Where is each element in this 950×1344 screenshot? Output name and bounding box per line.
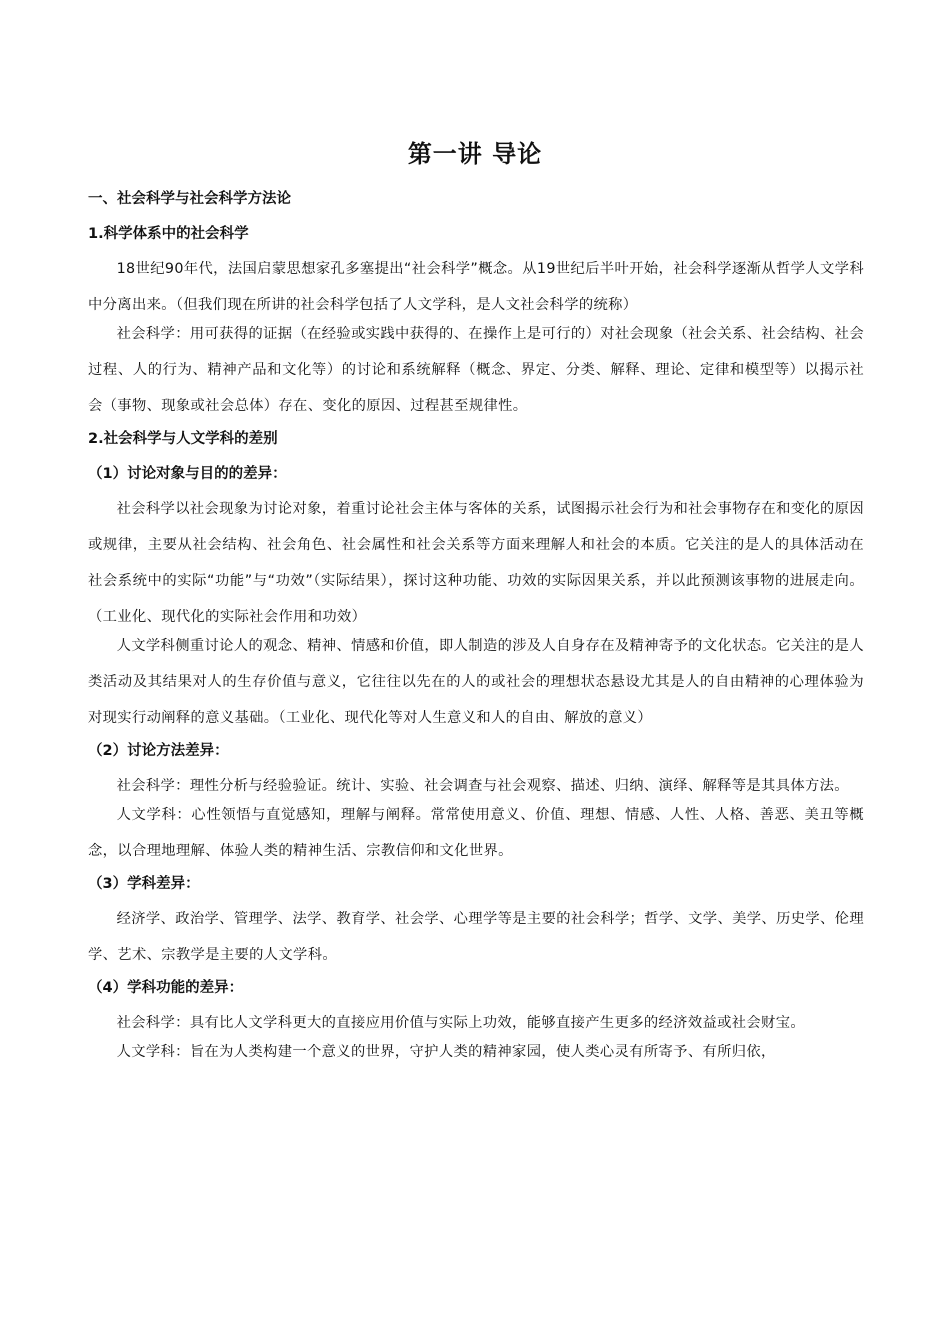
paragraph: 社会科学以社会现象为讨论对象，着重讨论社会主体与客体的关系，试图揭示社会行为和社会事物存在和变化的原因或规律，主要从社会结构、社会角色、社会属性和社会关系等方面来理解人和社会的本质。它关注的是人的具体活动在社会系统中的实际“功能”与“功效”（实际结果），探讨这种功能、功效的实际因果关系，并以此预测该事物的进展走向。（工业化、现代化的实际社会作用和功效） [88,501,864,625]
subsection-heading: 1.科学体系中的社会科学 [88,226,249,242]
paragraph: 社会科学：具有比人文学科更大的直接应用价值与实际上功效，能够直接产生更多的经济效益或社会财宝。 [116,1015,805,1031]
section-heading: 一、社会科学与社会科学方法论 [88,191,291,207]
point-heading: （3）学科差异： [88,876,200,892]
document-body [88,188,864,1070]
point-heading: （1）讨论对象与目的的差异： [88,466,287,482]
paragraph: 经济学、政治学、管理学、法学、教育学、社会学、心理学等是主要的社会科学；哲学、文学、美学、历史学、伦理学、艺术、宗教学是主要的人文学科。 [88,911,864,963]
paragraph: 18世纪90年代，法国启蒙思想家孔多塞提出“社会科学”概念。从19世纪后半叶开始，社会科学逐渐从哲学人文学科中分离出来。（但我们现在所讲的社会科学包括了人文学科，是人文社会科学的统称） [88,261,864,313]
paragraph: 社会科学：用可获得的证据（在经验或实践中获得的、在操作上是可行的）对社会现象（社会关系、社会结构、社会过程、人的行为、精神产品和文化等）的讨论和系统解释（概念、界定、分类、解释、理论、定律和模型等）以揭示社会（事物、现象或社会总体）存在、变化的原因、过程甚至规律性。 [88,326,864,414]
subsection-heading: 2.社会科学与人文学科的差别 [88,431,278,447]
paragraph: 人文学科侧重讨论人的观念、精神、情感和价值，即人制造的涉及人自身存在及精神寄予的文化状态。它关注的是人类活动及其结果对人的生存价值与意义，它往往以先在的人的或社会的理想状态悬设尤其是人的自由精神的心理体验为对现实行动阐释的意义基础。（工业化、现代化等对人生意义和人的自由、解放的意义） [88,638,864,726]
paragraph: 人文学科：旨在为人类构建一个意义的世界，守护人类的精神家园，使人类心灵有所寄予、有所归依， [116,1044,776,1060]
page-title: 第一讲 导论 [407,139,543,168]
paragraph: 社会科学：理性分析与经验验证。统计、实验、社会调查与社会观察、描述、归纳、演绎、解释等是其具体方法。 [116,778,849,794]
point-heading: （4）学科功能的差异： [88,980,244,996]
point-heading: （2）讨论方法差异： [88,743,229,759]
paragraph: 人文学科：心性领悟与直觉感知，理解与阐释。常常使用意义、价值、理想、情感、人性、人格、善恶、美丑等概念，以合理地理解、体验人类的精神生活、宗教信仰和文化世界。 [88,807,864,859]
